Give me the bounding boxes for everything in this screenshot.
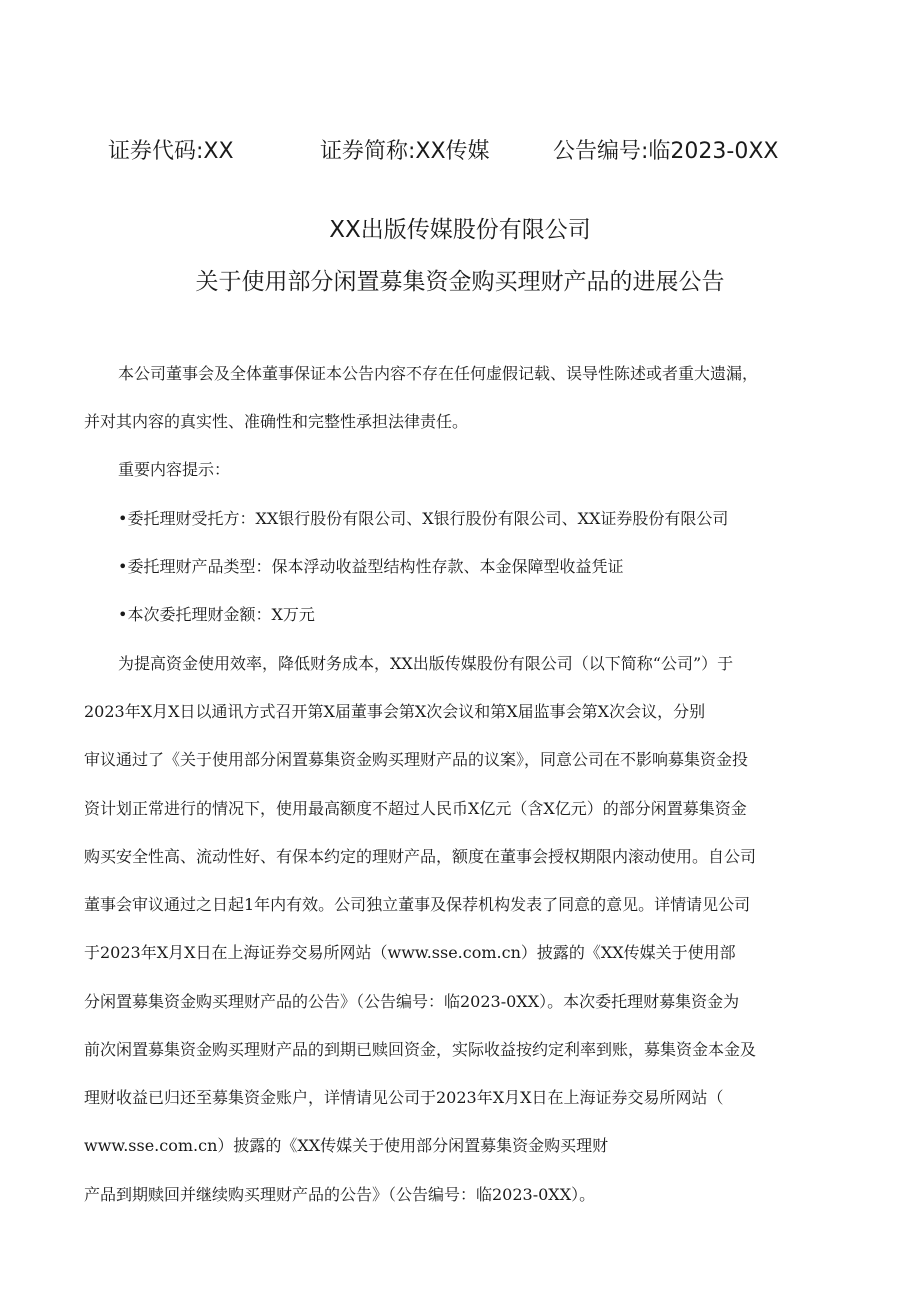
security-code: 证券代码:XX: [108, 139, 234, 164]
paragraph-line: 购买安全性高、流动性好、有保本约定的理财产品，额度在董事会授权期限内滚动使用。自公司: [84, 847, 757, 866]
notice-number: 公告编号:临2023-0XX: [553, 139, 779, 164]
paragraph-line: 董事会审议通过之日起1年内有效。公司独立董事及保荐机构发表了同意的意见。详情请见公司: [84, 895, 751, 914]
paragraph-line: 于2023年X月X日在上海证券交易所网站（www.sse.com.cn）披露的《XX传媒关于使用部: [84, 943, 736, 962]
announcement-subject-title: 关于使用部分闲置募集资金购买理财产品的进展公告: [195, 269, 725, 295]
announcement-header: [0, 134, 920, 170]
paragraph-line: 审议通过了《关于使用部分闲置募集资金购买理财产品的议案》，同意公司在不影响募集资金投: [84, 750, 749, 769]
paragraph-line: 资计划正常进行的情况下，使用最高额度不超过人民币X亿元（含X亿元）的部分闲置募集资金: [84, 799, 747, 818]
statement-line-1: 本公司董事会及全体董事保证本公告内容不存在任何虚假记载、误导性陈述或者重大遗漏，: [118, 364, 759, 383]
paragraph-line: 理财收益已归还至募集资金账户，详情请见公司于2023年X月X日在上海证券交易所网站（: [84, 1088, 724, 1107]
statement-line-2: 并对其内容的真实性、准确性和完整性承担法律责任。: [84, 412, 469, 431]
paragraph-line: 为提高资金使用效率，降低财务成本，XX出版传媒股份有限公司（以下简称“公司”）于: [118, 654, 734, 673]
security-abbreviation: 证券简称:XX传媒: [320, 139, 490, 164]
company-name-title: XX出版传媒股份有限公司: [329, 217, 591, 243]
tip-item-product-type: •委托理财产品类型：保本浮动收益型结构性存款、本金保障型收益凭证: [118, 557, 624, 576]
tip-item-trustee: •委托理财受托方：XX银行股份有限公司、X银行股份有限公司、XX证券股份有限公司: [118, 509, 729, 528]
tip-item-amount: •本次委托理财金额：X万元: [118, 605, 315, 624]
paragraph-line: 产品到期赎回并继续购买理财产品的公告》（公告编号：临2023-0XX）。: [84, 1185, 596, 1204]
paragraph-line: 前次闲置募集资金购买理财产品的到期已赎回资金，实际收益按约定利率到账，募集资金本金及: [84, 1040, 757, 1059]
paragraph-line: www.sse.com.cn）披露的《XX传媒关于使用部分闲置募集资金购买理财: [84, 1136, 609, 1155]
paragraph-line: 2023年X月X日以通讯方式召开第X届董事会第X次会议和第X届监事会第X次会议，分别: [84, 702, 706, 721]
paragraph-line: 分闲置募集资金购买理财产品的公告》（公告编号：临2023-0XX）。本次委托理财募集资金为: [84, 992, 740, 1011]
tips-heading: 重要内容提示：: [118, 460, 231, 479]
